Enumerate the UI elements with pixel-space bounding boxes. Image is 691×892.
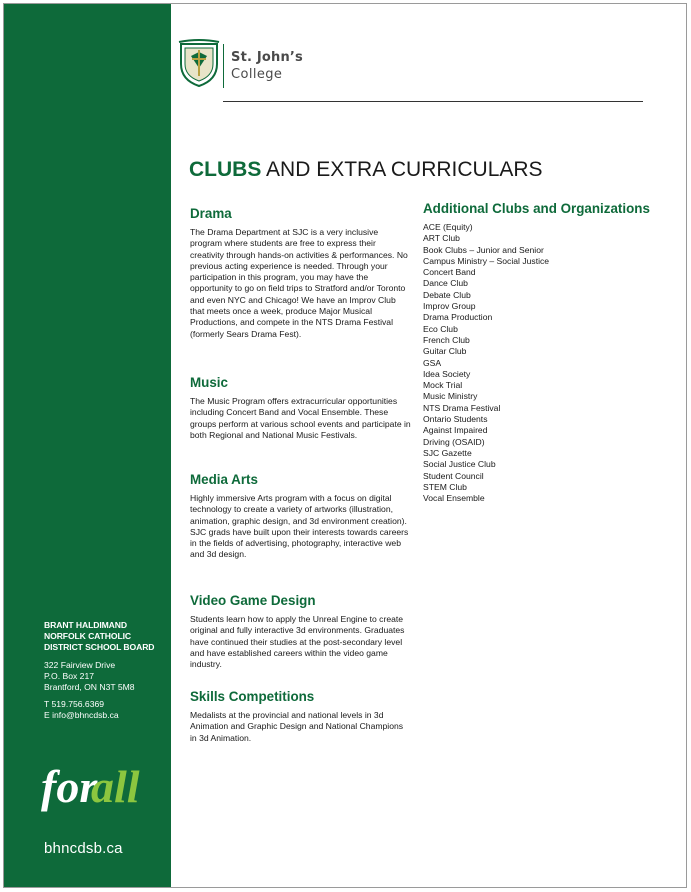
additional-clubs-heading: Additional Clubs and Organizations	[423, 201, 650, 216]
address-line: P.O. Box 217	[44, 671, 95, 682]
title-accent: CLUBS	[189, 158, 262, 181]
logo-divider	[223, 44, 224, 88]
section-heading: Video Game Design	[190, 593, 316, 608]
section-body: The Music Program offers extracurricular opportunities including Concert Band and Vocal Ensemble. These groups perform at various school events and participate in both Regional and National Music Festivals.	[190, 396, 411, 440]
forall-logo	[41, 756, 141, 812]
section-drama	[190, 206, 412, 340]
club-list-item: Guitar Club	[423, 346, 467, 357]
club-list-item: Improv Group	[423, 301, 476, 312]
club-list-item: Music Ministry	[423, 391, 478, 402]
club-list-item: Mock Trial	[423, 380, 463, 391]
club-list-item: Driving (OSAID)	[423, 436, 485, 447]
section-body: Medalists at the provincial and national levels in 3d Animation and Graphic Design and National Champions in 3d Animation.	[190, 710, 404, 743]
club-list-item: Dance Club	[423, 278, 468, 289]
section-heading: Music	[190, 375, 228, 390]
club-list-item: Social Justice Club	[423, 459, 496, 470]
title-rest: AND EXTRA CURRICULARS	[261, 158, 543, 181]
club-list-item: Book Clubs – Junior and Senior	[423, 244, 544, 255]
clubs-list	[423, 222, 663, 504]
club-list-item: Against Impaired	[423, 425, 488, 436]
club-list-item: Debate Club	[423, 289, 471, 300]
club-list-item: ART Club	[423, 233, 460, 244]
board-name-line: NORFOLK CATHOLIC	[44, 631, 132, 641]
club-list-item: Student Council	[423, 470, 484, 481]
club-list-item: Campus Ministry – Social Justice	[423, 255, 550, 266]
additional-clubs-column	[423, 201, 663, 504]
header-rule	[223, 101, 643, 102]
email-address: E info@bhncdsb.ca	[44, 710, 119, 721]
section-heading: Skills Competitions	[190, 689, 315, 704]
club-list-item: Concert Band	[423, 267, 476, 278]
website-link[interactable]: bhncdsb.ca	[44, 840, 123, 857]
logo-text-all: all	[91, 761, 140, 812]
board-name	[44, 620, 169, 653]
address-line: Brantford, ON N3T 5M8	[44, 682, 135, 693]
club-list-item: Ontario Students	[423, 414, 488, 425]
club-list-item: STEM Club	[423, 481, 467, 492]
club-list-item: Eco Club	[423, 323, 458, 334]
college-crest-icon	[177, 38, 221, 88]
club-list-item: NTS Drama Festival	[423, 402, 501, 413]
section-body: The Drama Department at SJC is a very inclusive program where students are free to express their creativity through hands-on activities & performances. No previous acting experience is needed. Through your participation in this program, you may have the opportunity to go on field trips to Stratford and/or Toronto and even NYC and Chicago! We have an Improv Club that meets once a week, produce Major Musical Productions, and compete in the NTS Drama Festival (formerly Sears Drama Fest).	[190, 227, 408, 339]
college-name-suffix: College	[231, 67, 283, 82]
club-list-item: SJC Gazette	[423, 447, 472, 458]
board-contact	[44, 699, 169, 721]
section-music	[190, 375, 412, 441]
section-media-arts	[190, 472, 412, 561]
section-skills-competitions	[190, 689, 412, 744]
section-body: Highly immersive Arts program with a focus on digital technology to create a variety of artworks (illustration, animation, graphic design, and 3d environment creation). SJC grads have built upon their interests towards careers in the fields of advertising, photography, interactive web and 3d design.	[190, 493, 409, 560]
club-list-item: French Club	[423, 334, 470, 345]
college-name: St. John’s	[231, 50, 303, 65]
sidebar	[4, 4, 171, 887]
board-address	[44, 660, 169, 694]
section-body: Students learn how to apply the Unreal Engine to create original and fully interactive 3d environments. Graduates have continued their studies at the post-secondary level and have established careers within the video game industry.	[190, 614, 405, 670]
logo-text-for: for	[41, 761, 98, 812]
section-heading: Media Arts	[190, 472, 258, 487]
club-list-item: ACE (Equity)	[423, 222, 473, 232]
address-line: 322 Fairview Drive	[44, 660, 116, 670]
board-name-line: BRANT HALDIMAND	[44, 620, 127, 630]
section-heading: Drama	[190, 206, 232, 221]
club-list-item: Idea Society	[423, 368, 471, 379]
club-list-item: Vocal Ensemble	[423, 493, 485, 504]
club-list-item: GSA	[423, 357, 442, 368]
club-list-item: Drama Production	[423, 312, 493, 323]
section-video-game-design	[190, 593, 412, 670]
board-name-line: DISTRICT SCHOOL BOARD	[44, 642, 155, 652]
phone-number: T 519.756.6369	[44, 699, 105, 709]
page-title	[189, 158, 543, 182]
